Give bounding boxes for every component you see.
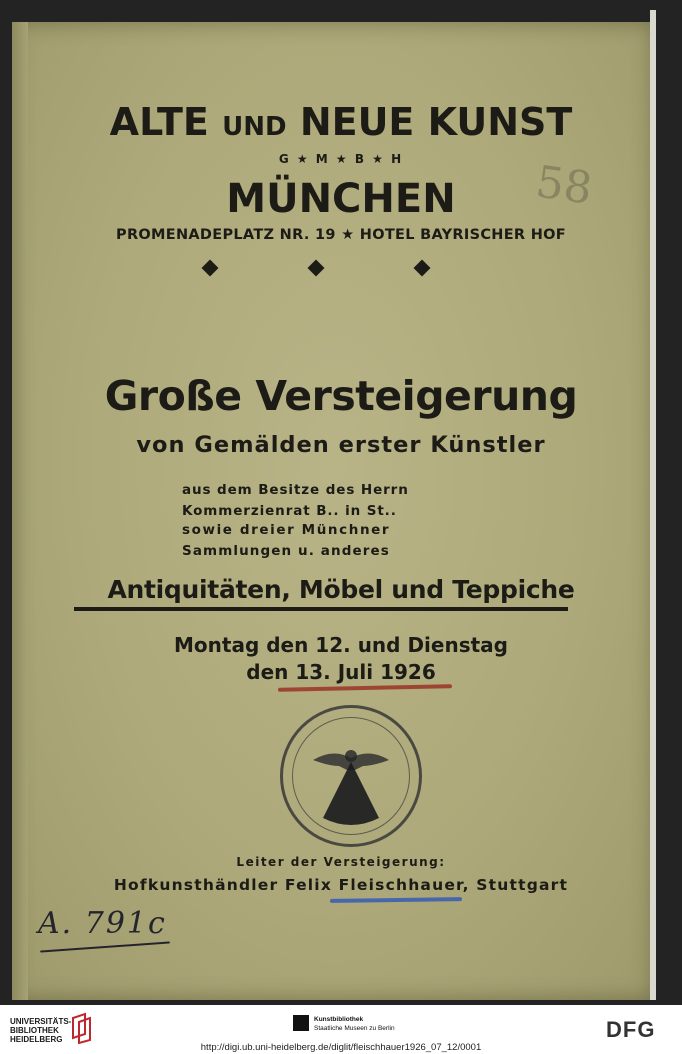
library-logo-icon[interactable] <box>70 1012 92 1044</box>
shelfmark: A. 791c <box>38 906 167 941</box>
cover-spine <box>12 22 28 1000</box>
library-name-line1: UNIVERSITÄTS- <box>10 1017 72 1026</box>
auction-title: Große Versteigerung <box>104 372 578 420</box>
address-line: PROMENADEPLATZ NR. 19 ★ HOTEL BAYRISCHER HOF <box>116 227 566 243</box>
permalink-url[interactable]: http://digi.ub.uni-heidelberg.de/diglit/fleischhauer1926_07_12/0001 <box>200 1042 482 1053</box>
city-name: MÜNCHEN <box>226 176 456 222</box>
firm-name <box>0 100 682 144</box>
firm-name-part1: ALTE <box>109 100 209 144</box>
kunstbibliothek-subtitle: Staatliche Museen zu Berlin <box>314 1025 395 1032</box>
firm-name-part2: NEUE KUNST <box>299 100 573 144</box>
source-line: Sammlungen u. anderes <box>182 543 390 559</box>
auction-leader-label: Leiter der Versteigerung: <box>236 855 446 869</box>
pencil-note: 58 <box>532 156 596 215</box>
auction-date-line2: den 13. Juli 1926 <box>246 660 436 684</box>
kunstbibliothek-label <box>314 1015 395 1033</box>
kunstbibliothek-logo-icon[interactable] <box>293 1015 309 1031</box>
source-line: Kommerzienrat B.. in St.. <box>182 503 397 519</box>
kunstbibliothek-title: Kunstbibliothek <box>314 1016 364 1023</box>
source-line: aus dem Besitze des Herrn <box>182 482 409 498</box>
legal-form: G ★ M ★ B ★ H <box>278 152 404 166</box>
digitization-footer <box>0 1005 682 1054</box>
museum-stamp-inner-ring <box>292 717 410 835</box>
library-name-line2: BIBLIOTHEK <box>10 1026 59 1035</box>
firm-name-und: UND <box>222 112 287 142</box>
library-name-line3: HEIDELBERG <box>10 1035 63 1044</box>
library-name <box>10 1017 71 1044</box>
antiques-heading: Antiquitäten, Möbel und Teppiche <box>107 575 575 604</box>
dfg-logo[interactable]: DFG <box>606 1017 656 1042</box>
auction-date-line1: Montag den 12. und Dienstag <box>174 633 508 657</box>
auction-subtitle: von Gemälden erster Künstler <box>136 432 546 458</box>
heading-rule <box>74 607 568 611</box>
source-line: sowie dreier Münchner <box>182 522 391 538</box>
auction-leader-name: Hofkunsthändler Felix Fleischhauer, Stuttgart <box>113 876 569 894</box>
